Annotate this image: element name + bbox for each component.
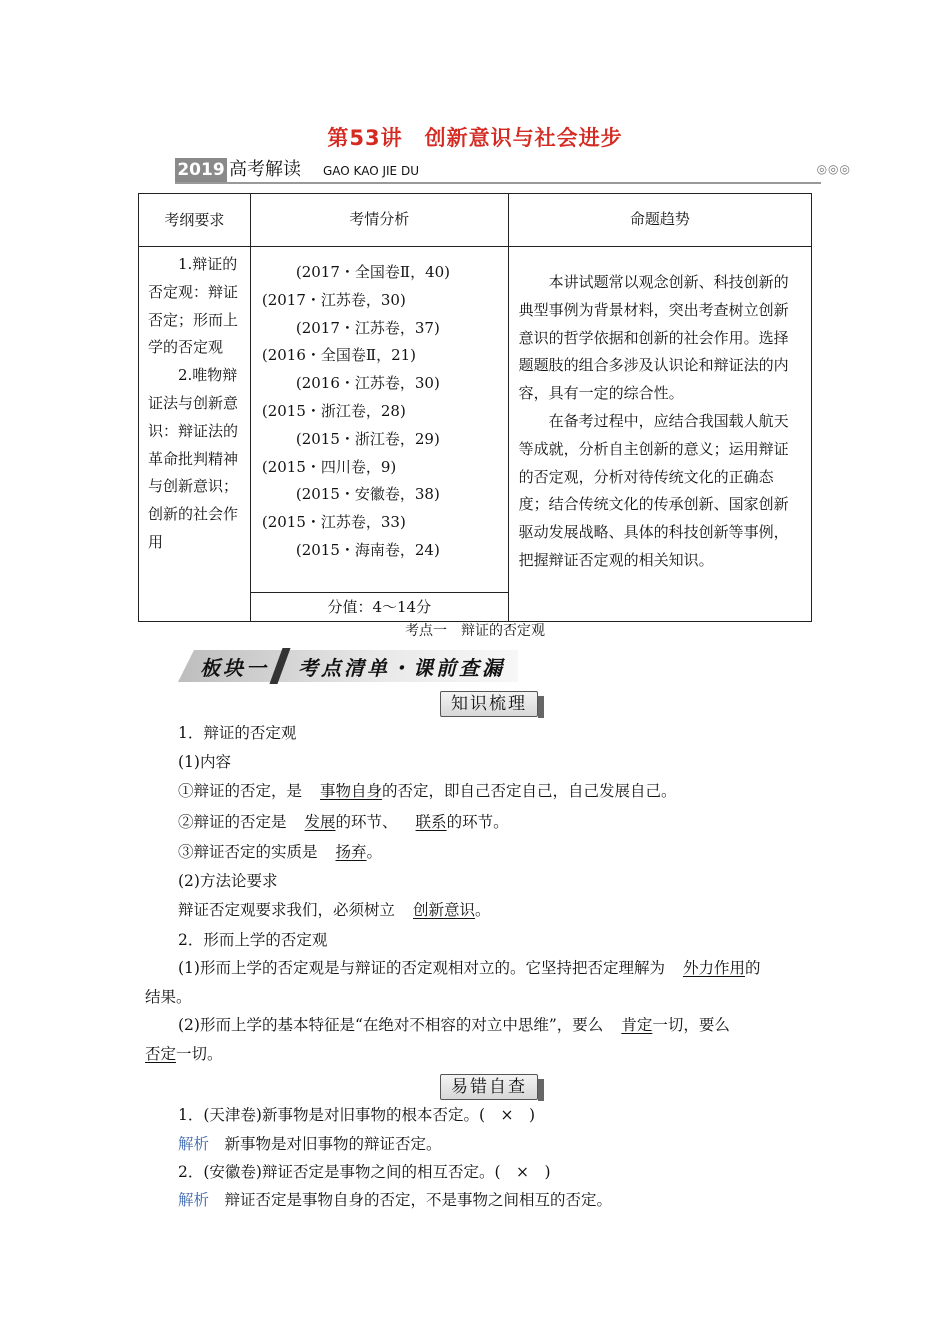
analysis-item: (2015・安徽卷，38)	[295, 485, 440, 504]
block-banner-left: 板块一	[200, 656, 269, 680]
knowledge-subheading: (1)内容	[178, 753, 231, 771]
analysis-item: (2017・全国卷Ⅱ，40)	[295, 263, 451, 281]
page-title: 第53讲 创新意识与社会进步	[327, 126, 623, 150]
knowledge-line: (2)形而上学的基本特征是“在绝对不相容的对立中思维”，要么 肯定一切，要么	[178, 1016, 730, 1034]
requirement-item: 1.辩证的否定观：辩证否定；形而上学的否定观	[148, 255, 239, 357]
analysis-item: (2015・海南卷，24)	[295, 540, 440, 559]
answer-blank: 肯定	[621, 1016, 653, 1034]
analysis-item: (2016・全国卷Ⅱ，21)	[261, 346, 417, 365]
header-trend: 命题趋势	[508, 194, 811, 247]
error-question: 2．(安徽卷)辩证否定是事物之间的相互否定。( × )	[178, 1163, 551, 1181]
analysis-item: (2015・江苏卷，33)	[261, 513, 406, 532]
section-label-knowledge: 知识梳理	[440, 691, 538, 717]
error-question: 1．(天津卷)新事物是对旧事物的根本否定。( × )	[178, 1106, 536, 1124]
knowledge-line: (1)形而上学的否定观是与辩证的否定观相对立的。它坚持把否定理解为 外力作用的	[178, 959, 761, 977]
analysis-item: (2017・江苏卷，30)	[261, 290, 406, 309]
answer-blank: 发展	[304, 813, 336, 831]
knowledge-line-continued: 否定一切。	[145, 1045, 223, 1063]
knowledge-line: 辩证否定观要求我们，必须树立 创新意识。	[178, 901, 491, 919]
error-explanation: 解析 辩证否定是事物自身的否定，不是事物之间相互的否定。	[178, 1191, 613, 1209]
banner-year: 2019	[175, 158, 227, 182]
error-explanation: 解析 新事物是对旧事物的辩证否定。	[178, 1135, 442, 1153]
header-requirements: 考纲要求	[139, 194, 251, 247]
kaodian-heading: 考点一 辩证的否定观	[405, 623, 545, 639]
knowledge-line: ③辩证否定的实质是 扬弃。	[178, 843, 383, 861]
trend-paragraph: 在备考过程中，应结合我国载人航天等成就，分析自主创新的意义；运用辩证的否定观，分析对待传统文化的正确态度；结合传统文化的传承创新、国家创新驱动发展战略、具体的科技创新等事例，把握辩证否定观的相关知识。	[518, 411, 789, 569]
score-range: 分值：4～14分	[251, 592, 508, 621]
knowledge-heading: 1．辩证的否定观	[178, 724, 297, 742]
block-banner-right: 考点清单・课前查漏	[298, 656, 505, 680]
explanation-label: 解析	[178, 1191, 210, 1209]
answer-blank: 否定	[145, 1045, 177, 1063]
banner-pinyin: GAO KAO JIE DU	[323, 164, 419, 178]
knowledge-heading: 2．形而上学的否定观	[178, 931, 328, 949]
answer-blank: 创新意识	[413, 901, 476, 919]
knowledge-line-continued: 结果。	[145, 988, 192, 1006]
knowledge-subheading: (2)方法论要求	[178, 872, 278, 890]
explanation-label: 解析	[178, 1135, 210, 1153]
banner-label: 高考解读	[229, 159, 301, 180]
banner-dots-icon: ◎◎◎	[816, 162, 851, 176]
header-analysis: 考情分析	[250, 194, 508, 247]
answer-blank: 扬弃	[335, 843, 367, 861]
analysis-item: (2017・江苏卷，37)	[295, 318, 440, 337]
knowledge-line: ①辩证的否定，是 事物自身的否定，即自己否定自己，自己发展自己。	[178, 782, 677, 800]
knowledge-line: ②辩证的否定是 发展的环节、 联系的环节。	[178, 813, 509, 831]
analysis-item: (2015・浙江卷，28)	[261, 401, 406, 420]
analysis-item: (2015・四川卷，9)	[261, 457, 397, 476]
answer-blank: 联系	[415, 813, 447, 831]
section-label-errors: 易错自查	[440, 1074, 538, 1100]
answer-blank: 事物自身	[320, 782, 383, 800]
analysis-item: (2016・江苏卷，30)	[295, 374, 440, 393]
answer-blank: 外力作用	[682, 959, 745, 977]
analysis-item: (2015・浙江卷，29)	[295, 429, 440, 448]
requirement-item: 2.唯物辩证法与创新意识：辩证法的革命批判精神与创新意识；创新的社会作用	[148, 366, 239, 551]
trend-paragraph: 本讲试题常以观念创新、科技创新的典型事例为背景材料，突出考查树立创新意识的哲学依据和创新的社会作用。选择题题肢的组合多涉及认识论和辩证法的内容，具有一定的综合性。	[518, 273, 789, 403]
